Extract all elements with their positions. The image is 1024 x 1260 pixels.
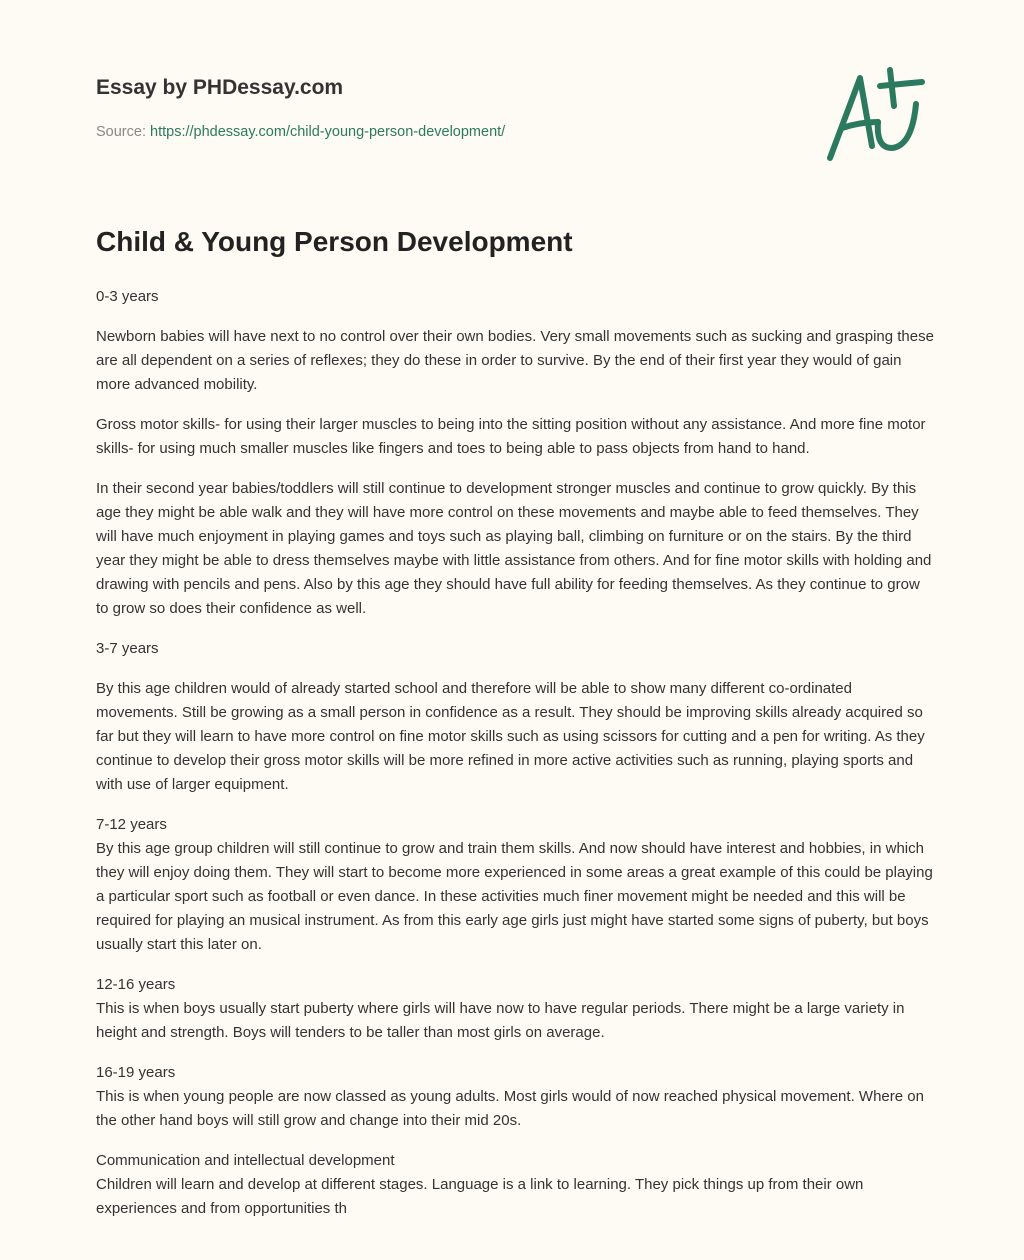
essay-paragraph: [96, 325, 936, 397]
essay-paragraph: [96, 1061, 936, 1133]
paragraph-text: In their second year babies/toddlers will still continue to development stronger muscles and continue to grow quickly. By this age they might be able walk and they will have more control on these movements and maybe able to feed themselves. They will have much enjoyment in playing games and toys such as playing ball, climbing on furniture or on the stairs. By the third year they might be able to dress themselves maybe with little assistance from others. And for fine motor skills with holding and drawing with pencils and pens. Also by this age they should have full ability for feeding themselves. As they continue to grow to grow so does their confidence as well.: [96, 480, 932, 617]
essay-paragraph: [96, 477, 936, 621]
essay-paragraph: [96, 1149, 936, 1221]
paragraph-text: Gross motor skills- for using their larger muscles to being into the sitting position without any assistance. And more fine motor skills- for using much smaller muscles like fingers and toes to being able to pass objects from hand to hand.: [96, 416, 926, 457]
paragraph-text: This is when young people are now classed as young adults. Most girls would of now reached physical movement. Where on the other hand boys will still grow and change into their mid 20s.: [96, 1088, 924, 1129]
essay-paragraph: [96, 813, 936, 957]
essay-paragraph: [96, 637, 936, 661]
source-label: Source:: [96, 124, 146, 140]
section-heading: 12-16 years: [96, 976, 176, 993]
page-title: Child & Young Person Development: [96, 226, 573, 257]
essay-paragraph: [96, 973, 936, 1045]
section-heading: Communication and intellectual development: [96, 1152, 395, 1169]
essay-body: [96, 285, 936, 1237]
paragraph-text: By this age group children will still continue to grow and train them skills. And now should have interest and hobbies, in which they will enjoy doing them. They will start to become more experienced in some areas a great example of this could be playing a particular sport such as football or even dance. In these activities much finer movement might be needed and this will be required for playing an musical instrument. As from this early age girls just might have started some signs of puberty, but boys usually start this later on.: [96, 840, 933, 953]
paragraph-text: This is when boys usually start puberty where girls will have now to have regular periods. There might be a large variety in height and strength. Boys will tenders to be taller than most girls on average.: [96, 1000, 905, 1041]
paragraph-text: 0-3 years: [96, 288, 159, 305]
section-heading: 7-12 years: [96, 816, 167, 833]
paragraph-text: Newborn babies will have next to no control over their own bodies. Very small movements such as sucking and grasping these are all dependent on a series of reflexes; they do these in order to survive. By the end of their first year they would of gain more advanced mobility.: [96, 328, 934, 393]
paragraph-text: By this age children would of already started school and therefore will be able to show many different co-ordinated movements. Still be growing as a small person in confidence as a result. They should be improving skills already acquired so far but they will learn to have more control on fine motor skills such as using scissors for cutting and a pen for writing. As they continue to develop their gross motor skills will be more refined in more active activities such as running, playing sports and with use of larger equipment.: [96, 680, 925, 793]
paragraph-text: Children will learn and develop at different stages. Language is a link to learning. They pick things up from their own experiences and from opportunities th: [96, 1176, 864, 1217]
essay-paragraph: [96, 413, 936, 461]
paragraph-text: 3-7 years: [96, 640, 159, 657]
essay-paragraph: [96, 677, 936, 797]
a-plus-logo-icon: [820, 66, 930, 166]
essay-paragraph: [96, 285, 936, 309]
section-heading: 16-19 years: [96, 1064, 176, 1081]
source-link[interactable]: https://phdessay.com/child-young-person-development/: [150, 124, 506, 140]
source-line: [96, 124, 505, 140]
site-brand: Essay by PHDessay.com: [96, 76, 344, 99]
